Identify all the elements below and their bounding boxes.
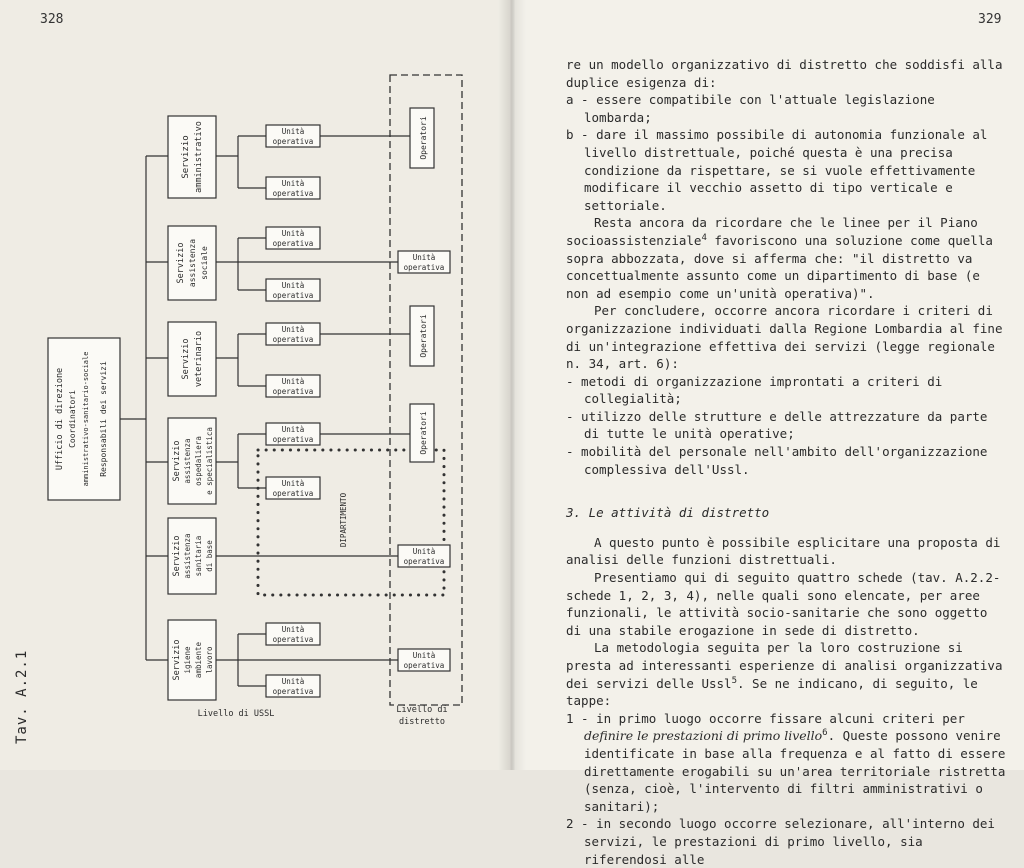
list-item: 1 - in primo luogo occorre fissare alcuni criteri per definire le prestazioni di primo livello$^6$. Queste possono venire identificate in base alla frequenza e al fatto di essere direttamente erogabili su un'area territoriale ristretta (senza, cioè, l'intervento di filtri amministrativi o sanitari); <box>566 710 1006 814</box>
svg-text:Servizio: Servizio <box>181 338 191 380</box>
svg-text:sociale: sociale <box>200 246 209 280</box>
direction-office-label <box>55 352 108 487</box>
operatori-box <box>410 108 434 168</box>
unit-box <box>266 323 320 345</box>
district-unit-box <box>398 649 450 671</box>
svg-text:assistenza: assistenza <box>183 438 192 484</box>
department-label: DIPARTIMENTO <box>339 492 348 548</box>
svg-text:Servizio: Servizio <box>172 639 182 681</box>
footnote-ref: 4 <box>701 232 707 243</box>
operatori-box <box>410 404 434 462</box>
svg-text:amministrativo: amministrativo <box>194 121 204 193</box>
svg-text:operativa: operativa <box>403 661 445 670</box>
svg-text:ambiente: ambiente <box>194 641 203 679</box>
unit-box <box>266 279 320 301</box>
body-text <box>566 56 1006 868</box>
svg-text:lavoro: lavoro <box>205 646 214 674</box>
unit-box <box>266 675 320 697</box>
district-level-label-2: distretto <box>398 717 446 727</box>
svg-text:Responsabili dei servizi: Responsabili dei servizi <box>99 361 108 477</box>
svg-text:ospedaliera: ospedaliera <box>194 436 203 486</box>
footnote-ref: 5 <box>731 675 737 686</box>
svg-text:operativa: operativa <box>272 189 314 198</box>
svg-text:operativa: operativa <box>403 263 445 272</box>
district-level-frame <box>390 75 462 705</box>
list-item: - metodi di organizzazione improntati a criteri di collegialità; <box>566 373 943 407</box>
svg-text:sanitaria: sanitaria <box>194 535 203 577</box>
svg-text:Unità: Unità <box>281 377 305 386</box>
svg-text:veterinario: veterinario <box>194 330 204 388</box>
svg-text:Operatori: Operatori <box>419 116 428 160</box>
svg-text:operativa: operativa <box>272 687 314 696</box>
paragraph: A questo punto è possibile esplicitare una proposta di analisi delle funzioni distrettuali. <box>566 534 1001 568</box>
unit-box <box>266 375 320 397</box>
unit-box <box>266 177 320 199</box>
paragraph: re un modello organizzativo di distretto che soddisfi alla duplice esigenza di: <box>566 57 1003 90</box>
svg-text:Ufficio di direzione: Ufficio di direzione <box>55 367 65 471</box>
list-item: 2 - in secondo luogo occorre selezionare, all'interno dei servizi, le prestazioni di primo livello, sia riferendosi alle <box>566 816 995 867</box>
unit-box <box>266 477 320 499</box>
svg-text:Servizio: Servizio <box>181 135 191 179</box>
svg-text:Unità: Unità <box>412 547 436 556</box>
svg-text:Servizio: Servizio <box>176 242 186 284</box>
district-unit-box <box>398 545 450 567</box>
operatori-box <box>410 306 434 366</box>
svg-text:Unità: Unità <box>281 325 305 334</box>
svg-text:igiene: igiene <box>183 646 192 674</box>
svg-text:Unità: Unità <box>281 179 305 188</box>
paragraph: Presentiamo qui di seguito quattro schede (tav. A.2.2-schede 1, 2, 3, 4), nelle quali sono elencate, per aree funzionali, le attività socio-sanitarie che sono oggetto di una stabile erogazione in sede di distretto. <box>566 570 1001 638</box>
svg-text:amministrativo-sanitario-socia: amministrativo-sanitario-sociale <box>82 351 90 487</box>
svg-text:assistenza: assistenza <box>188 238 197 288</box>
svg-text:Unità: Unità <box>281 625 305 634</box>
organization-diagram <box>0 0 510 770</box>
svg-text:di base: di base <box>205 540 214 572</box>
svg-text:operativa: operativa <box>272 137 314 146</box>
svg-text:Unità: Unità <box>412 651 436 660</box>
department-frame <box>258 450 444 595</box>
ussl-level-label: Livello di USSL <box>197 709 275 719</box>
svg-text:Unità: Unità <box>412 253 436 262</box>
unit-box <box>266 623 320 645</box>
list-item: - utilizzo delle strutture e delle attrezzature da parte di tutte le unità operative; <box>566 408 988 442</box>
footnote-ref: 6 <box>822 728 828 739</box>
district-level-label-1: Livello di <box>396 705 448 715</box>
svg-text:e specialistica: e specialistica <box>205 427 214 495</box>
svg-text:operativa: operativa <box>272 387 314 396</box>
paragraph: Per concludere, occorre ancora ricordare i criteri di organizzazione individuati dalla Regione Lombardia al fine di un'integrazione effettiva dei servizi (legge regionale n. 34, art. 6): <box>566 303 1003 372</box>
svg-text:Operatori: Operatori <box>419 411 428 455</box>
svg-text:Unità: Unità <box>281 677 305 686</box>
svg-text:operativa: operativa <box>272 489 314 498</box>
list-item: a - essere compatibile con l'attuale legislazione lombarda; <box>566 92 935 125</box>
svg-text:Servizio: Servizio <box>172 535 182 577</box>
list-item: b - dare il massimo possibile di autonomia funzionale al livello distrettuale, poiché questa è una precisa condizione da rispettare, se si vuole effettivamente modificare il vecchio assetto di tipo verticale e settoriale. <box>566 127 988 213</box>
svg-text:Unità: Unità <box>281 229 305 238</box>
service-box-amministrativo <box>168 116 216 198</box>
district-unit-box <box>398 251 450 273</box>
service-box-veterinario <box>168 322 216 396</box>
unit-box <box>266 125 320 147</box>
paragraph: La metodologia seguita per la loro costruzione si presta ad interessanti esperienze di analisi organizzativa dei servizi delle Ussl$^5$. Se ne indicano, di seguito, le tappe: <box>566 640 1003 709</box>
svg-text:operativa: operativa <box>272 291 314 300</box>
svg-text:assistenza: assistenza <box>183 533 192 579</box>
svg-text:Coordinatori: Coordinatori <box>68 390 77 448</box>
right-page-number: 329 <box>978 12 1002 27</box>
svg-text:operativa: operativa <box>403 557 445 566</box>
svg-text:Unità: Unità <box>281 425 305 434</box>
unit-box <box>266 423 320 445</box>
section-heading: 3. Le attività di distretto <box>566 505 770 521</box>
svg-text:operativa: operativa <box>272 635 314 644</box>
svg-text:Unità: Unità <box>281 281 305 290</box>
svg-text:Operatori: Operatori <box>419 314 428 358</box>
paragraph: Resta ancora da ricordare che le linee per il Piano socioassistenziale$^4$ favoriscono una soluzione come quella sopra abbozzata, dove si afferma che: "il distretto va concettualmente assunto come un dipartimento di base (e non ad esempio come un'unità operativa)". <box>566 215 993 301</box>
svg-text:Unità: Unità <box>281 479 305 488</box>
svg-text:Unità: Unità <box>281 127 305 136</box>
svg-text:operativa: operativa <box>272 435 314 444</box>
table-label: Tav. A.2.1 <box>14 649 30 744</box>
svg-text:Servizio: Servizio <box>172 440 182 482</box>
svg-text:operativa: operativa <box>272 239 314 248</box>
list-item: - mobilità del personale nell'ambito dell'organizzazione complessiva dell'Ussl. <box>566 444 988 477</box>
unit-box <box>266 227 320 249</box>
svg-text:operativa: operativa <box>272 335 314 344</box>
left-page-number: 328 <box>40 12 64 27</box>
